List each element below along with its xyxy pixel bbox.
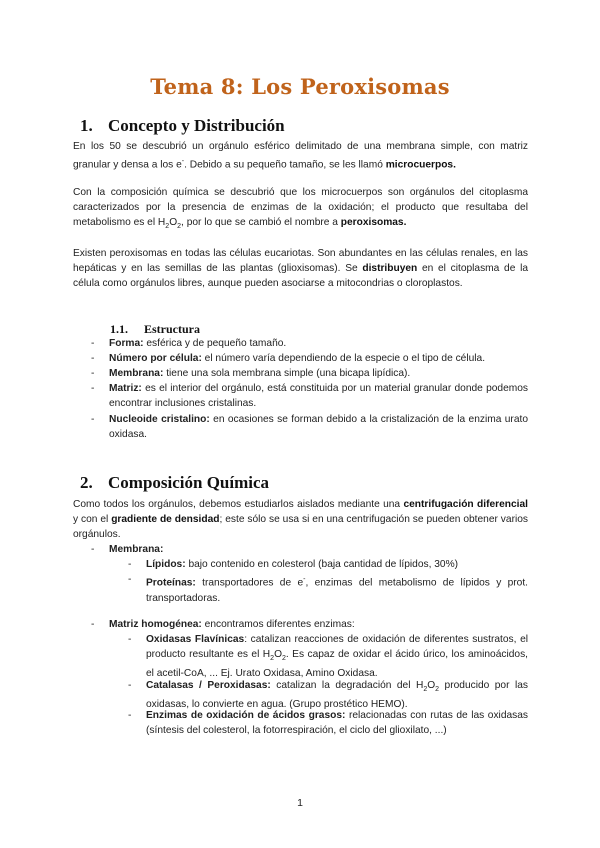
subsection-title: Estructura: [144, 322, 200, 336]
item-label: Matriz homogénea:: [109, 619, 202, 630]
section-number: 2.: [80, 473, 93, 492]
subscript: 2: [270, 655, 275, 663]
item-label: Matriz:: [109, 383, 142, 394]
section-heading-composicion: [80, 473, 269, 493]
item-label: Forma:: [109, 338, 144, 349]
item-label: Lípidos:: [146, 559, 186, 570]
superscript: -: [303, 576, 306, 583]
list-item: [91, 412, 528, 442]
dash-bullet: -: [91, 383, 95, 394]
item-label: Enzimas de oxidación de ácidos grasos:: [146, 710, 346, 721]
item-label: Membrana:: [109, 544, 164, 555]
paragraph-composicion: [73, 185, 528, 235]
text-run: Existen peroxisomas en todas las células eucariotas. Son abundantes en las células renales, en las hepáticas y en las semillas de las plantas (glioxisomas). Se: [73, 248, 528, 275]
item-text: producido por las oxidasas, lo convierte en agua. (Grupo prostético HEMO).: [146, 680, 528, 711]
item-text: catalizan la degradación del H: [270, 680, 424, 691]
text-run: Con la composición química se descubrió que los microcuerpos son orgánulos del citoplasma caracterizados por la presencia de enzimas de la oxidación; el producto que resultaba del metabolismo es el H: [73, 187, 528, 229]
sublist-item-proteinas: [128, 572, 528, 606]
dash-bullet: -: [128, 634, 132, 645]
dash-bullet: -: [91, 368, 95, 379]
dash-bullet: -: [91, 338, 95, 349]
item-text: O: [274, 649, 282, 661]
item-text: transportadores de e: [195, 577, 304, 589]
paragraph-intro: [73, 497, 528, 543]
list-item: [91, 381, 528, 411]
subsection-heading-estructura: [110, 322, 200, 337]
bold-term: peroxisomas.: [340, 217, 407, 229]
item-label: Número por célula:: [109, 353, 202, 364]
dash-bullet: -: [128, 574, 132, 585]
sublist-item-acidos-grasos: [128, 708, 528, 738]
subscript: 2: [423, 686, 428, 694]
subscript: 2: [177, 223, 182, 231]
item-text: O: [427, 680, 436, 691]
dash-bullet: -: [128, 710, 132, 721]
item-text: : catalizan reacciones de oxidación de diferentes sustratos, el producto resultante es el H: [146, 634, 528, 661]
dash-bullet: -: [91, 619, 95, 630]
paragraph-descubrimiento: [73, 139, 528, 173]
text-run: , por lo que se cambió el nombre a: [181, 217, 341, 229]
sublist-item-lipidos: [128, 557, 528, 572]
subscript: 2: [282, 655, 286, 663]
dash-bullet: -: [128, 559, 132, 570]
item-text: es el interior del orgánulo, está constituida por un material granular donde podemos encontrar inclusiones cristalinas.: [109, 383, 528, 410]
paragraph-distribucion: [73, 246, 528, 292]
dash-bullet: -: [91, 544, 95, 555]
dash-bullet: -: [91, 353, 95, 364]
text-run: . Debido a su pequeño tamaño, se les llamó: [184, 159, 386, 171]
dash-bullet: -: [91, 414, 95, 425]
list-item-membrana: [91, 542, 528, 557]
sublist-item-oxidasas: [128, 632, 528, 682]
text-run: O: [169, 217, 178, 229]
section-title: Composición Química: [108, 473, 270, 492]
item-text: esférica y de pequeño tamaño.: [143, 338, 287, 349]
item-text: relacionadas con rutas de las oxidasas (síntesis del colesterol, la fotorrespiración, el ciclo del glioxilato, ...): [146, 710, 529, 737]
text-run: en el citoplasma de la célula como orgánulos libres, aunque pueden asociarse a mitocondrias o cloroplastos.: [73, 263, 528, 290]
item-text: . Es capaz de oxidar el ácido úrico, los aminoácidos, el acetil-CoA, ... Ej. Urato Oxidasa, Amino Oxidasa.: [146, 649, 528, 680]
page-number: 1: [297, 797, 303, 809]
item-text: encontramos diferentes enzimas:: [201, 619, 355, 630]
item-text: , enzimas del metabolismo de lípidos y prot. transportadoras.: [146, 577, 528, 604]
text-run: En los 50 se descubrió un orgánulo esférico delimitado de una membrana simple, con matriz granular y densa a los e: [73, 141, 528, 171]
section-heading-concepto: [80, 116, 285, 136]
item-text: tiene una sola membrana simple (una bicapa lipídica).: [163, 368, 411, 379]
text-run: y con el: [73, 514, 112, 526]
list-item: [91, 336, 528, 351]
text-run: ; este sólo se usa si en una centrifugación se pueden obtener varios orgánulos.: [73, 514, 528, 541]
section-title: Concepto y Distribución: [108, 116, 285, 135]
item-label: Membrana:: [109, 368, 164, 379]
section-number: 1.: [80, 116, 93, 135]
bold-term: microcuerpos.: [385, 159, 456, 171]
bold-term: gradiente de densidad: [111, 514, 220, 526]
item-text: en ocasiones se forman debido a la cristalización de la enzima urato oxidasa.: [109, 414, 528, 441]
text-run: Como todos los orgánulos, debemos estudiarlos aislados mediante una: [73, 499, 404, 510]
item-text: bajo contenido en colesterol (baja cantidad de lípidos, 30%): [185, 559, 459, 570]
superscript: -: [181, 158, 185, 166]
item-label: Oxidasas Flavínicas: [146, 634, 245, 645]
subsection-number: 1.1.: [110, 322, 128, 336]
list-item-matriz: [91, 617, 528, 632]
subscript: 2: [165, 223, 170, 231]
bold-term: distribuyen: [362, 263, 418, 275]
list-item: [91, 351, 528, 366]
item-label: Proteínas:: [146, 577, 196, 589]
item-label: Nucleoide cristalino:: [109, 414, 210, 425]
bold-term: centrifugación diferencial: [403, 499, 528, 510]
page-title: Tema 8: Los Peroxisomas: [150, 74, 450, 99]
item-text: el número varía dependiendo de la especie o el tipo de célula.: [201, 353, 486, 364]
dash-bullet: -: [128, 680, 132, 691]
item-label: Catalasas / Peroxidasas:: [146, 680, 271, 691]
subscript: 2: [435, 686, 440, 694]
list-item: [91, 366, 528, 381]
